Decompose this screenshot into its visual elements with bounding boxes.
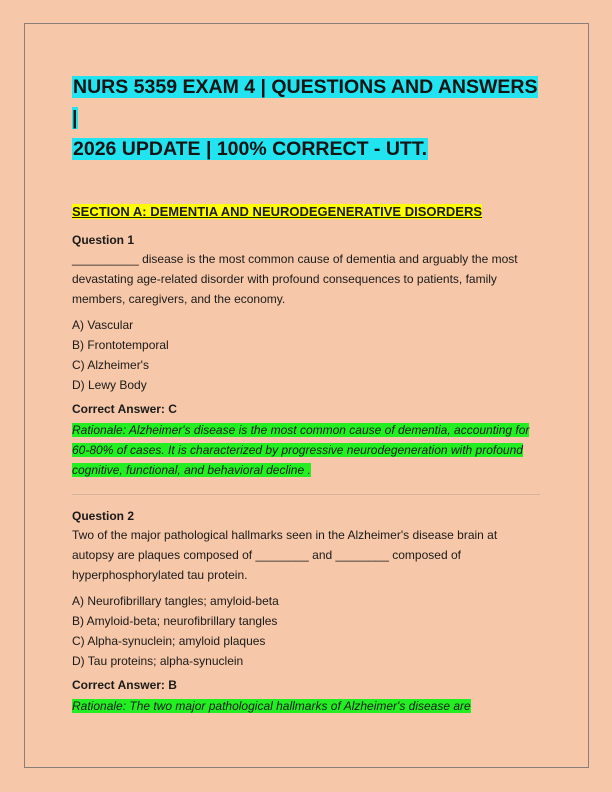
answer-options <box>72 591 542 671</box>
option-a: A) Neurofibrillary tangles; amyloid-beta <box>72 594 279 608</box>
document-body <box>72 72 542 716</box>
rationale <box>72 696 542 716</box>
question-text: __________ disease is the most common cause of dementia and arguably the most devastating age-related disorder with profound consequences to patients, family members, caregivers, and the economy. <box>72 252 518 306</box>
document-title <box>72 72 542 165</box>
section-heading-text: SECTION A: DEMENTIA AND NEURODEGENERATIVE DISORDERS <box>72 204 483 219</box>
correct-answer: Correct Answer: C <box>72 402 177 416</box>
answer-options <box>72 315 542 395</box>
question-text: Two of the major pathological hallmarks seen in the Alzheimer's disease brain at autopsy are plaques composed of ________ and ________ composed of hyperphosphorylated tau protein. <box>72 528 498 582</box>
option-c: C) Alpha-synuclein; amyloid plaques <box>72 634 266 648</box>
question-label: Question 1 <box>72 233 135 247</box>
option-a: A) Vascular <box>72 318 134 332</box>
title-line-1: NURS 5359 EXAM 4 | QUESTIONS AND ANSWERS | <box>72 76 538 129</box>
correct-answer: Correct Answer: B <box>72 678 177 692</box>
section-heading <box>72 203 542 221</box>
question-divider <box>72 494 540 495</box>
option-b: B) Amyloid-beta; neurofibrillary tangles <box>72 614 278 628</box>
rationale-text: Rationale: The two major pathological hallmarks of Alzheimer's disease are <box>72 699 471 713</box>
question-label: Question 2 <box>72 509 135 523</box>
question-1 <box>72 232 542 480</box>
title-line-2: 2026 UPDATE | 100% CORRECT - UTT. <box>73 138 428 160</box>
rationale <box>72 420 542 480</box>
question-2 <box>72 508 542 716</box>
option-c: C) Alzheimer's <box>72 358 149 372</box>
rationale-text: Rationale: Alzheimer's disease is the most common cause of dementia, accounting for 60-80% of cases. It is characterized by progressive neurodegeneration with profound cognitive, functional, and behavioral decline . <box>72 423 530 477</box>
option-b: B) Frontotemporal <box>72 338 169 352</box>
option-d: D) Lewy Body <box>72 378 147 392</box>
option-d: D) Tau proteins; alpha-synuclein <box>72 654 244 668</box>
